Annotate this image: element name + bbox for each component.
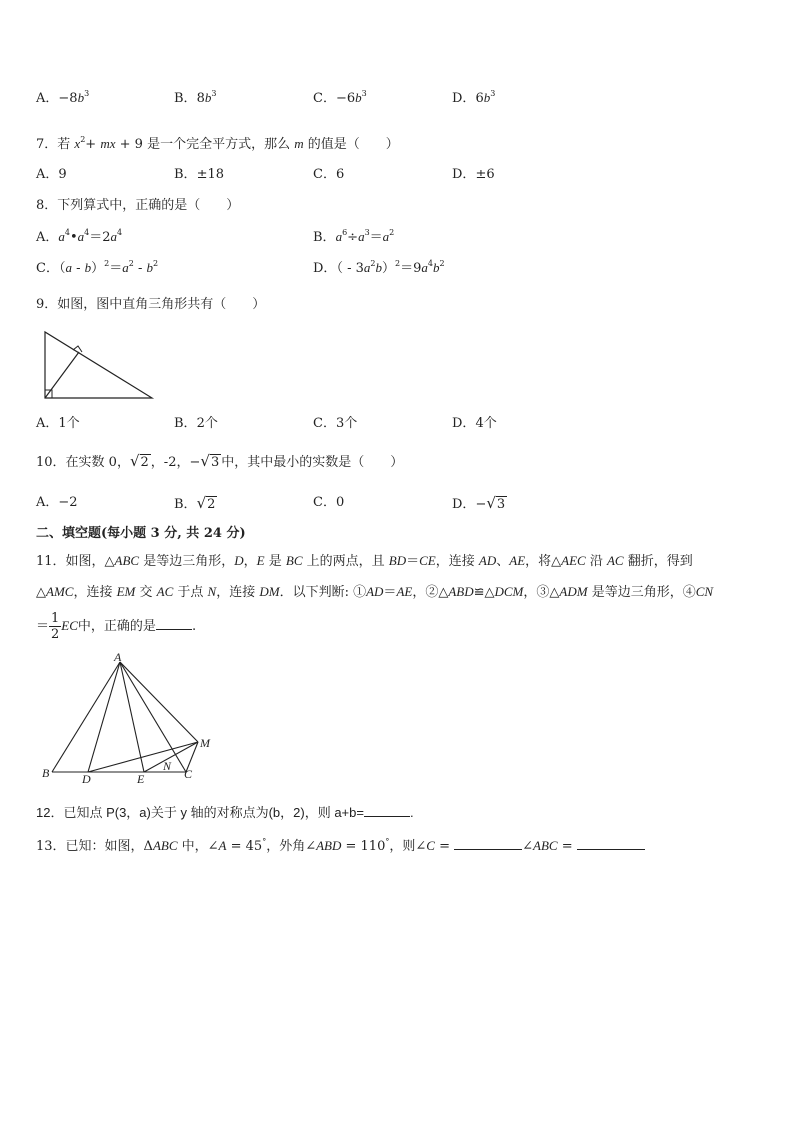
q7-expression: $x^2+$ mx + 9 bbox=[74, 135, 148, 152]
option-label: A． bbox=[36, 91, 59, 106]
q9-stem: 9．如图，图中直角三角形共有（ ） bbox=[36, 297, 266, 312]
q6-option-c: C．$-6b^3$ bbox=[313, 89, 367, 106]
q7-stem: 7．若 $x^2+$ mx + 9 是一个完全平方式，那么 m 的值是（ ） bbox=[36, 135, 399, 152]
q9-right-triangle-figure bbox=[40, 330, 158, 402]
q8-option-d: D．（ - $3a^2b)^2=9a^4b^2$ bbox=[313, 259, 445, 276]
q10-option-c: C．0 bbox=[313, 495, 345, 510]
option-label: C． bbox=[313, 91, 336, 106]
q6-option-d: D．$6b^3$ bbox=[452, 89, 496, 106]
q8-option-c: C．$(a - b)^2=a^2 - b^2$ bbox=[36, 259, 159, 276]
q6-option-a: A．$-8b^3$ bbox=[36, 89, 90, 106]
q7-option-d: D．±6 bbox=[452, 167, 495, 182]
q9-option-a: A．1个 bbox=[36, 416, 80, 431]
q13-stem: 13．已知：如图，ΔABC 中，∠A = 45°，外角∠ABD = 110°，则∠C = ∠ABC = bbox=[36, 837, 645, 856]
label-e: E bbox=[137, 772, 145, 784]
q7-option-b: B．±18 bbox=[174, 167, 224, 182]
label-b: B bbox=[42, 766, 50, 780]
q11-line3: ＝ $\frac{1}{2}$ EC中，正确的是 . bbox=[36, 611, 197, 642]
q9-option-c: C．3个 bbox=[313, 416, 358, 431]
option-label: B． bbox=[174, 91, 197, 106]
q11-line1: 11．如图，△ABC 是等边三角形，D，E 是 BC 上的两点，且 BD＝CE，连接 AD、AE，将△AEC 沿 AC 翻折，得到 bbox=[36, 553, 693, 569]
q11-triangle-figure bbox=[38, 650, 224, 784]
label-c: C bbox=[184, 767, 193, 781]
q10-option-b: B．√2 bbox=[174, 494, 216, 512]
label-n: N bbox=[163, 759, 172, 773]
section-title: 二、填空题(每小题 3 分, 共 24 分) bbox=[36, 526, 246, 541]
q11-line2: △AMC，连接 EM 交 AC 于点 N，连接 DM．以下判断: ①AD＝AE，②△ABD≌△DCM，③△ADM 是等边三角形，④CN bbox=[36, 584, 714, 600]
q8-option-b: B．$a^6\div a^3=a^2$ bbox=[313, 228, 395, 245]
q8-stem: 8．下列算式中，正确的是（ ） bbox=[36, 198, 240, 213]
label-a: A bbox=[114, 650, 122, 664]
q10-option-a: A．−2 bbox=[36, 495, 78, 510]
q10-option-d: D．−√3 bbox=[452, 494, 506, 512]
q7-option-c: C．6 bbox=[313, 167, 345, 182]
q9-option-d: D．4个 bbox=[452, 416, 497, 431]
q10-stem: 10．在实数 0，√2 ，-2，−√3 中，其中最小的实数是（ ） bbox=[36, 452, 404, 470]
q12-stem: 12．已知点 P(3，a)关于 y 轴的对称点为(b，2)，则 a+b= . bbox=[36, 805, 414, 820]
label-m: M bbox=[200, 736, 210, 750]
option-label: D． bbox=[452, 91, 476, 106]
q6-option-b: B．$8b^3$ bbox=[174, 89, 217, 106]
q9-option-b: B．2个 bbox=[174, 416, 218, 431]
q8-option-a: A．$a^4•a^4=2a^4$ bbox=[36, 228, 123, 245]
q7-option-a: A．9 bbox=[36, 167, 67, 182]
label-d: D bbox=[82, 772, 91, 784]
